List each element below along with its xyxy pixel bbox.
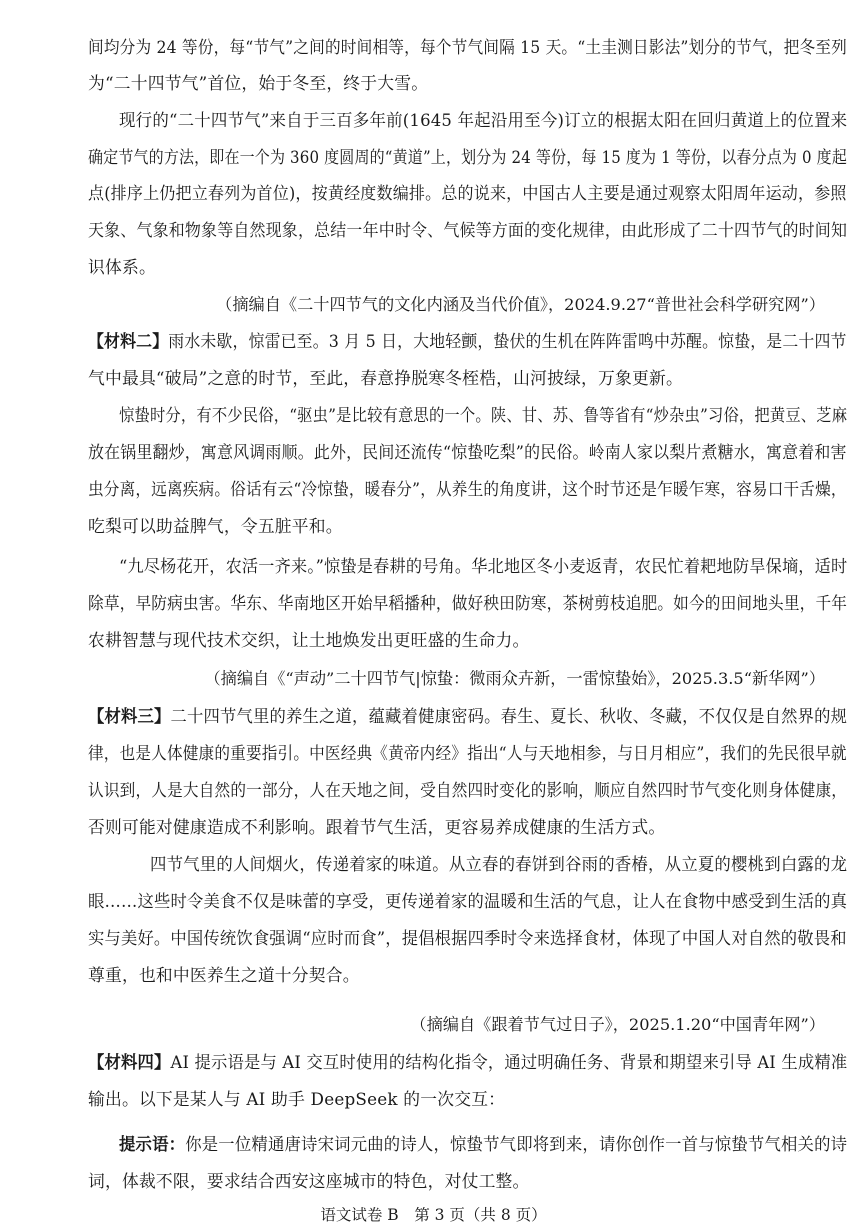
material-label: 【材料三】	[88, 706, 171, 726]
body-line: 眼……这些时令美食不仅是味蕾的享受，更传递着家的温暖和生活的气息，让人在食物中感受到生活的真	[88, 891, 848, 911]
prompt-label: 提示语：	[119, 1134, 186, 1154]
body-line: 否则可能对健康造成不利影响。跟着节气生活，更容易养成健康的生活方式。	[88, 817, 666, 837]
body-line: “九尽杨花开，农活一齐来。”惊蛰是春耕的号角。华北地区冬小麦返青，农民忙着耙地防旱保墒，适时	[119, 556, 848, 576]
body-line: 吃梨可以助益脾气，令五脏平和。	[88, 516, 343, 536]
body-line: 天象、气象和物象等自然现象，总结一年中时令、气候等方面的变化规律，由此形成了二十四节气的时间知	[88, 220, 848, 240]
body-line: 认识到，人是大自然的一部分，人在天地之间，受自然四时变化的影响，顺应自然四时节气变化则身体健康，	[88, 780, 848, 800]
body-line: 提示语：你是一位精通唐诗宋词元曲的诗人，惊蛰节气即将到来，请你创作一首与惊蛰节气相关的诗	[119, 1134, 848, 1154]
source-citation: （摘编自《跟着节气过日子》，2025.1.20“中国青年网”）	[410, 1015, 825, 1034]
body-line: 【材料三】二十四节气里的养生之道，蕴藏着健康密码。春生、夏长、秋收、冬藏，不仅仅是自然界的规	[88, 706, 848, 726]
material-label: 【材料二】	[88, 331, 169, 351]
body-line: 确定节气的方法，即在一个为 360 度圆周的“黄道”上，划分为 24 等份，每 15 度为 1 等份，以春分点为 0 度起	[88, 147, 848, 167]
body-line: 【材料四】AI 提示语是与 AI 交互时使用的结构化指令，通过明确任务、背景和期望来引导 AI 生成精准	[88, 1052, 848, 1072]
body-line: 间均分为 24 等份，每“节气”之间的时间相等，每个节气间隔 15 天。“土圭测日影法”划分的节气，把冬至列	[88, 37, 847, 57]
body-line: 除草，早防病虫害。华东、华南地区开始早稻播种，做好秧田防寒，茶树剪枝追肥。如今的田间地头里，千年	[88, 593, 848, 613]
body-line: 律，也是人体健康的重要指引。中医经典《黄帝内经》指出“人与天地相参，与日月相应”，我们的先民很早就	[88, 743, 847, 763]
source-citation: （摘编自《“声动”二十四节气|惊蛰：微雨众卉新，一雷惊蛰始》，2025.3.5“新华网”）	[204, 669, 825, 688]
body-line: 放在锅里翻炒，寓意风调雨顺。此外，民间还流传“惊蛰吃梨”的民俗。岭南人家以梨片煮糖水，寓意着和害	[88, 442, 847, 462]
body-line: 词，体裁不限，要求结合西安这座城市的特色，对仗工整。	[88, 1171, 530, 1191]
material-label: 【材料四】	[88, 1052, 171, 1072]
body-line: 尊重，也和中医养生之道十分契合。	[88, 965, 360, 985]
body-line: 农耕智慧与现代技术交织，让土地焕发出更旺盛的生命力。	[88, 630, 530, 650]
body-line: 虫分离，远离疾病。俗话有云“冷惊蛰，暖春分”，从养生的角度讲，这个时节还是乍暖乍寒，容易口干舌燥，	[88, 479, 847, 499]
body-line: 惊蛰时分，有不少民俗，“驱虫”是比较有意思的一个。陕、甘、苏、鲁等省有“炒杂虫”习俗，把黄豆、芝麻	[119, 405, 848, 425]
source-citation: （摘编自《二十四节气的文化内涵及当代价值》，2024.9.27“普世社会科学研究网”）	[216, 295, 825, 314]
body-line: 点(排序上仍把立春列为首位)，按黄经度数编排。总的说来，中国古人主要是通过观察太阳周年运动，参照	[88, 183, 847, 203]
body-line: 识体系。	[88, 257, 156, 277]
body-line: 四节气里的人间烟火，传递着家的味道。从立春的春饼到谷雨的香椿，从立夏的樱桃到白露的龙	[150, 854, 848, 874]
page-footer: 语文试卷 B 第 3 页（共 8 页）	[320, 1206, 547, 1224]
body-line: 输出。以下是某人与 AI 助手 DeepSeek 的一次交互：	[88, 1089, 506, 1109]
body-line: 【材料二】雨水未歇，惊雷已至。3 月 5 日，大地轻颤，蛰伏的生机在阵阵雷鸣中苏醒。惊蛰，是二十四节	[88, 331, 847, 351]
body-line: 气中最具“破局”之意的时节，至此，春意挣脱寒冬桎梏，山河披绿，万象更新。	[88, 368, 683, 388]
body-line: 为“二十四节气”首位，始于冬至，终于大雪。	[88, 73, 429, 93]
body-line: 实与美好。中国传统饮食强调“应时而食”，提倡根据四季时令来选择食材，体现了中国人对自然的敬畏和	[88, 928, 847, 948]
body-line: 现行的“二十四节气”来自于三百多年前(1645 年起沿用至今)订立的根据太阳在回归黄道上的位置来	[119, 110, 848, 130]
